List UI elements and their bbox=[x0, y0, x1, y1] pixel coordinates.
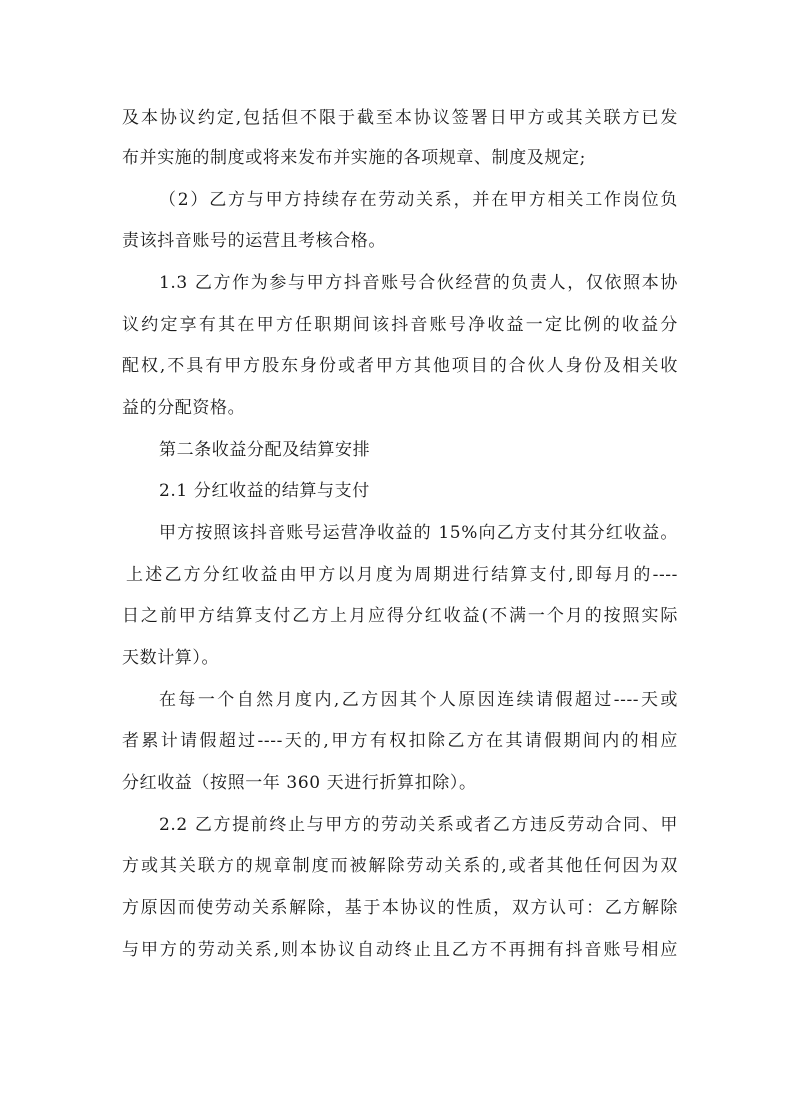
paragraph-line-16: 者累计请假超过----天的,甲方有权扣除乙方在其请假期间内的相应 bbox=[122, 731, 678, 751]
paragraph-line-19: 方或其关联方的规章制度而被解除劳动关系的,或者其他任何因为双 bbox=[122, 856, 678, 876]
paragraph-line-14: 天数计算）。 bbox=[122, 648, 220, 668]
paragraph-line-11: 甲方按照该抖音账号运营净收益的 15%向乙方支付其分红收益。 bbox=[159, 523, 678, 543]
paragraph-line-3: （2）乙方与甲方持续存在劳动关系，并在甲方相关工作岗位负 bbox=[159, 190, 678, 210]
paragraph-line-8: 益的分配资格。 bbox=[122, 398, 246, 418]
paragraph-line-20: 方原因而使劳动关系解除，基于本协议的性质，双方认可：乙方解除 bbox=[122, 898, 678, 918]
paragraph-line-6: 议约定享有其在甲方任职期间该抖音账号净收益一定比例的收益分 bbox=[122, 315, 678, 335]
paragraph-line-21: 与甲方的劳动关系,则本协议自动终止且乙方不再拥有抖音账号相应 bbox=[122, 940, 678, 960]
paragraph-line-15: 在每一个自然月度内,乙方因其个人原因连续请假超过----天或 bbox=[159, 690, 678, 710]
paragraph-line-12: 上述乙方分红收益由甲方以月度为周期进行结算支付,即每月的---- bbox=[126, 565, 678, 585]
paragraph-line-1: 及本协议约定,包括但不限于截至本协议签署日甲方或其关联方已发 bbox=[122, 108, 678, 128]
paragraph-line-7: 配权,不具有甲方股东身份或者甲方其他项目的合伙人身份及相关收 bbox=[122, 356, 678, 376]
subsection-heading: 2.1 分红收益的结算与支付 bbox=[159, 481, 370, 501]
paragraph-line-13: 日之前甲方结算支付乙方上月应得分红收益(不满一个月的按照实际 bbox=[122, 606, 678, 626]
section-heading: 第二条收益分配及结算安排 bbox=[159, 440, 371, 460]
paragraph-line-17: 分红收益（按照一年 360 天进行折算扣除）。 bbox=[122, 773, 477, 793]
paragraph-line-18: 2.2 乙方提前终止与甲方的劳动关系或者乙方违反劳动合同、甲 bbox=[159, 815, 678, 835]
paragraph-line-2: 布并实施的制度或将来发布并实施的各项规章、制度及规定; bbox=[122, 148, 586, 168]
paragraph-line-4: 责该抖音账号的运营且考核合格。 bbox=[122, 231, 386, 251]
paragraph-line-5: 1.3 乙方作为参与甲方抖音账号合伙经营的负责人，仅依照本协 bbox=[159, 273, 678, 293]
